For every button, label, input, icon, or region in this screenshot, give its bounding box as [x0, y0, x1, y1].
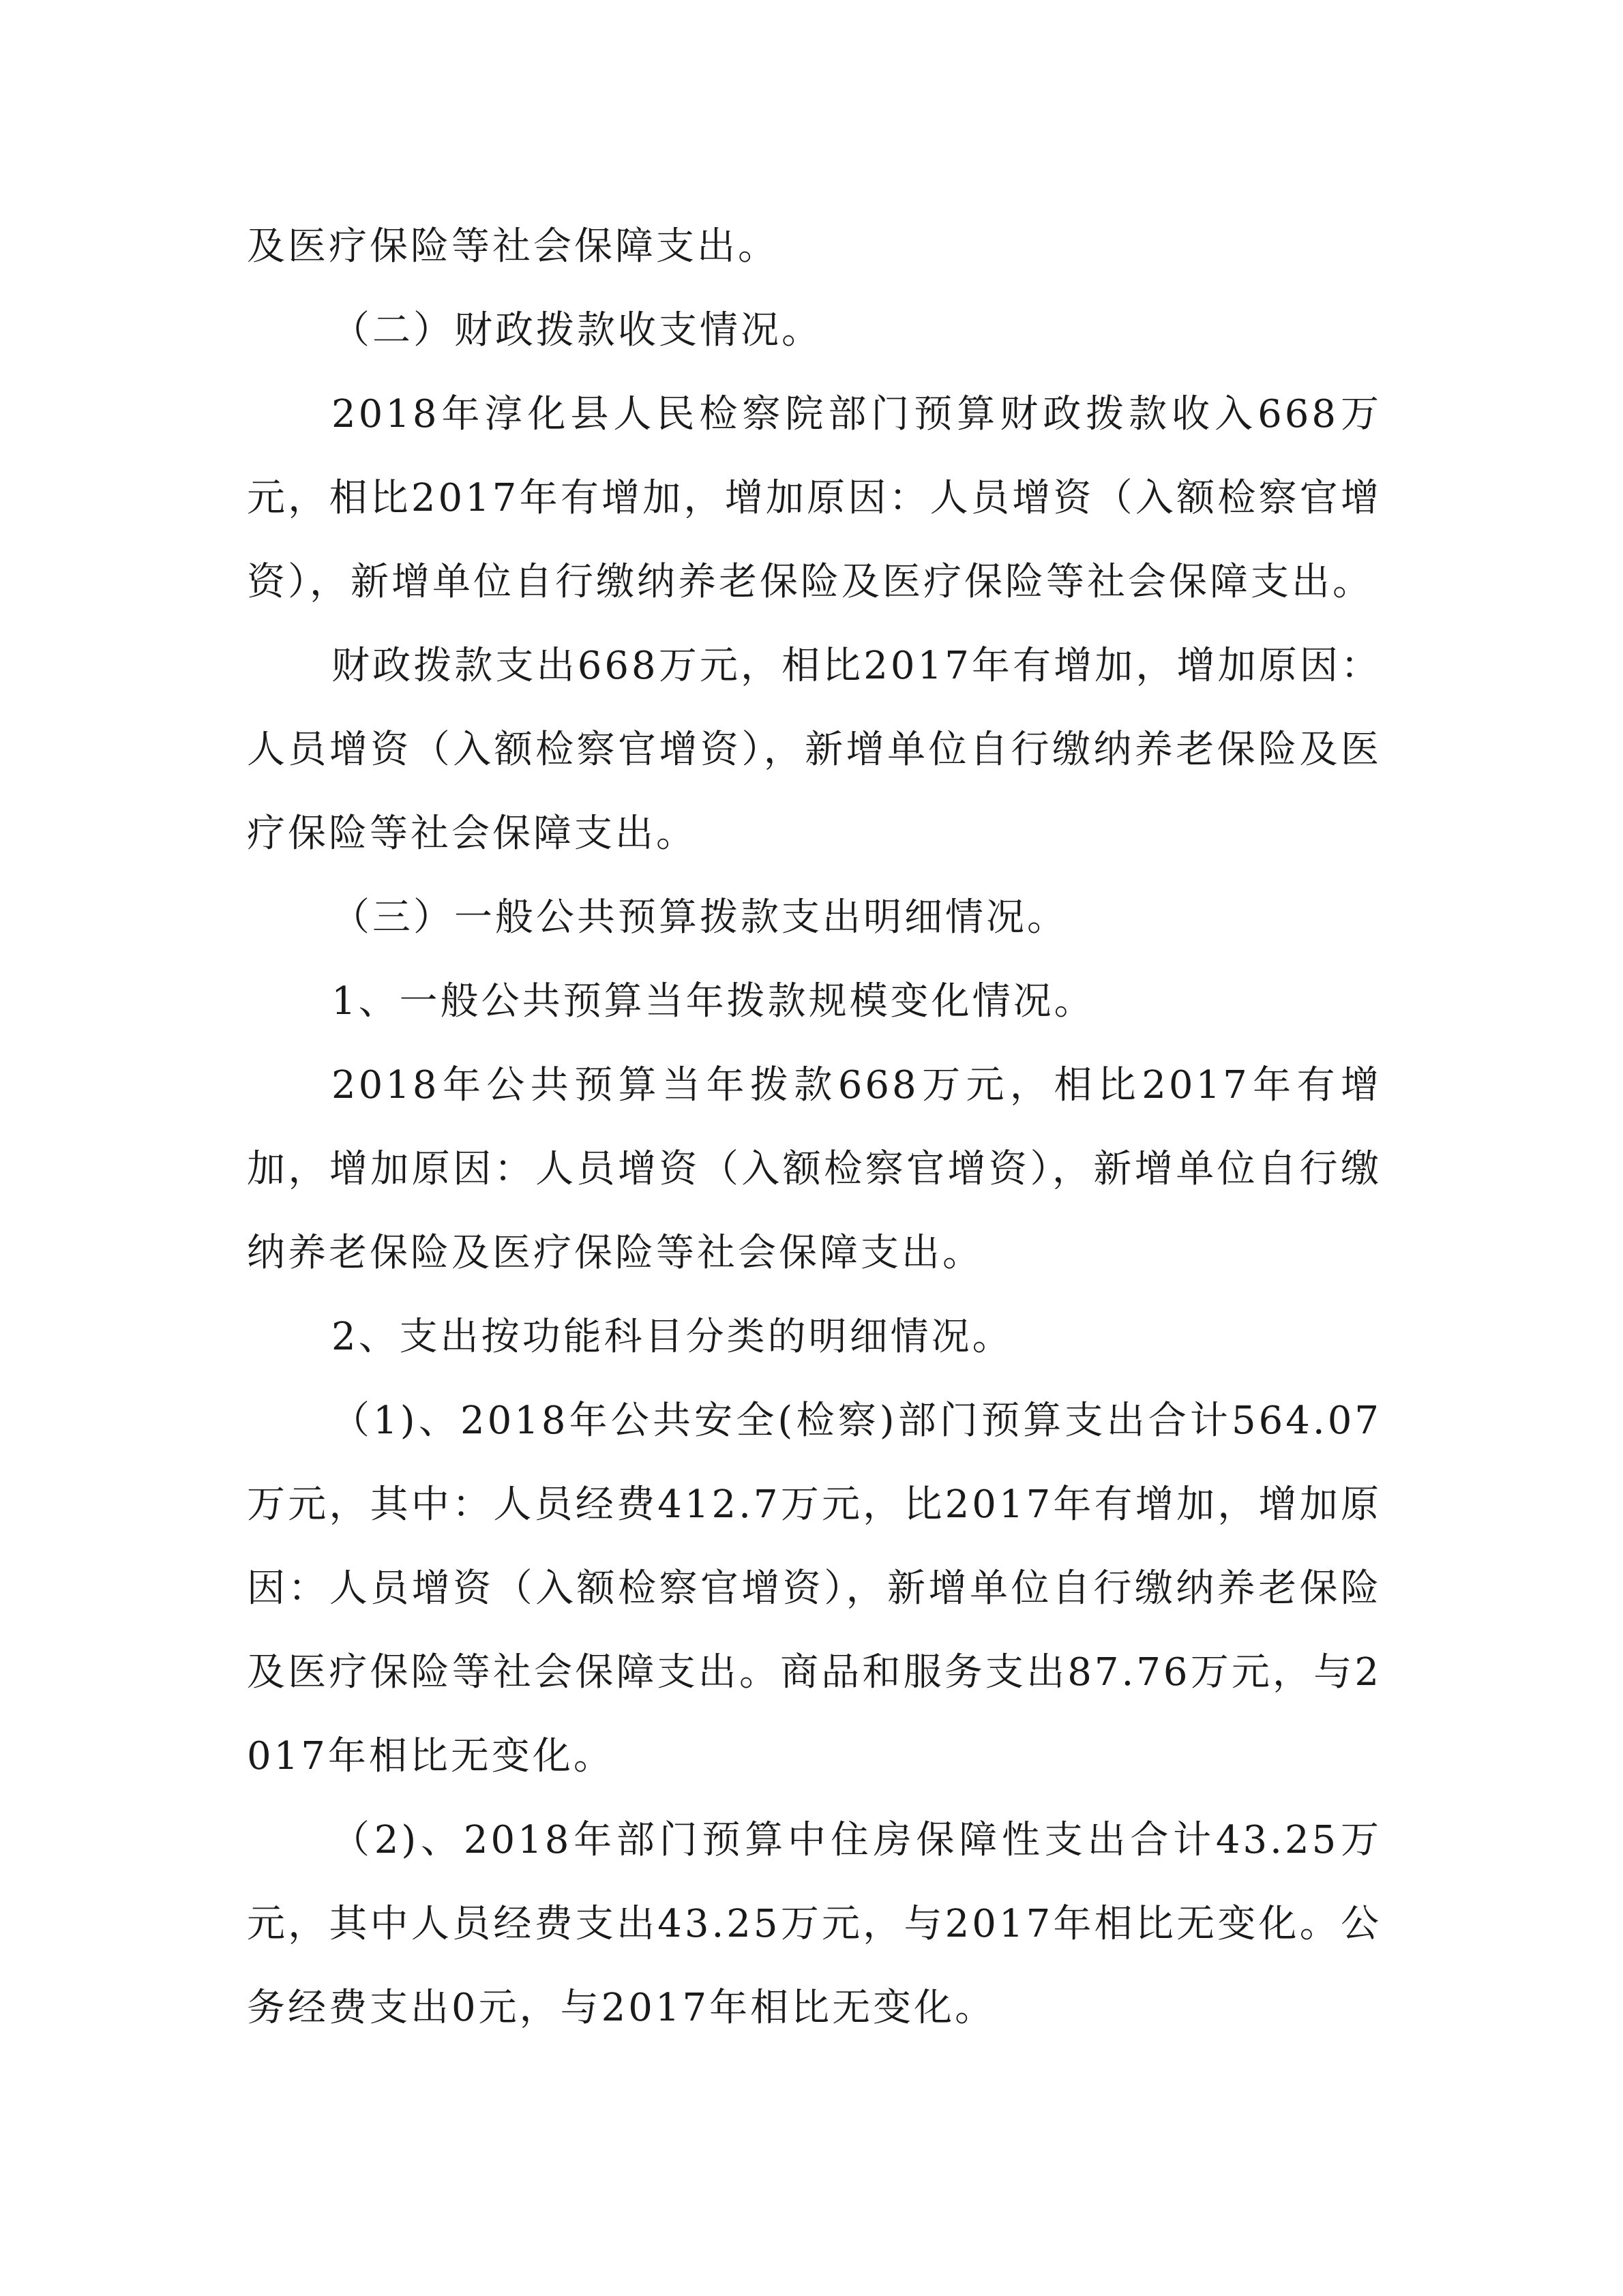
paragraph-appropriation-income: 2018年淳化县人民检察院部门预算财政拨款收入668万元，相比2017年有增加，增加原因：人员增资（入额检察官增资），新增单位自行缴纳养老保险及医疗保险等社会保障支出。: [247, 392, 1382, 604]
section-heading-fiscal-appropriation: （二）财政拨款收支情况。: [331, 308, 822, 353]
paragraph-public-security-expenditure: （1)、2018年公共安全(检察)部门预算支出合计564.07万元，其中：人员经费412.7万元，比2017年有增加，增加原因：人员增资（入额检察官增资），新增单位自行缴纳养老保险及医疗保险等社会保障支出。商品和服务支出87.76万元，与2017年相比无变化。: [247, 1399, 1382, 1778]
subheading-functional-classification: 2、支出按功能科目分类的明细情况。: [331, 1315, 1013, 1359]
paragraph-continuation: 及医疗保险等社会保障支出。: [247, 224, 779, 269]
section-heading-general-budget-detail: （三）一般公共预算拨款支出明细情况。: [331, 895, 1068, 940]
paragraph-housing-security-expenditure: （2)、2018年部门预算中住房保障性支出合计43.25万元，其中人员经费支出43.25万元，与2017年相比无变化。公务经费支出0元，与2017年相比无变化。: [247, 1818, 1382, 2030]
subheading-scale-change: 1、一般公共预算当年拨款规模变化情况。: [331, 979, 1095, 1024]
document-body: [247, 205, 1382, 2050]
paragraph-scale-change: 2018年公共预算当年拨款668万元，相比2017年有增加，增加原因：人员增资（入额检察官增资），新增单位自行缴纳养老保险及医疗保险等社会保障支出。: [247, 1063, 1382, 1275]
paragraph-appropriation-expenditure: 财政拨款支出668万元，相比2017年有增加，增加原因：人员增资（入额检察官增资），新增单位自行缴纳养老保险及医疗保险等社会保障支出。: [247, 644, 1382, 856]
